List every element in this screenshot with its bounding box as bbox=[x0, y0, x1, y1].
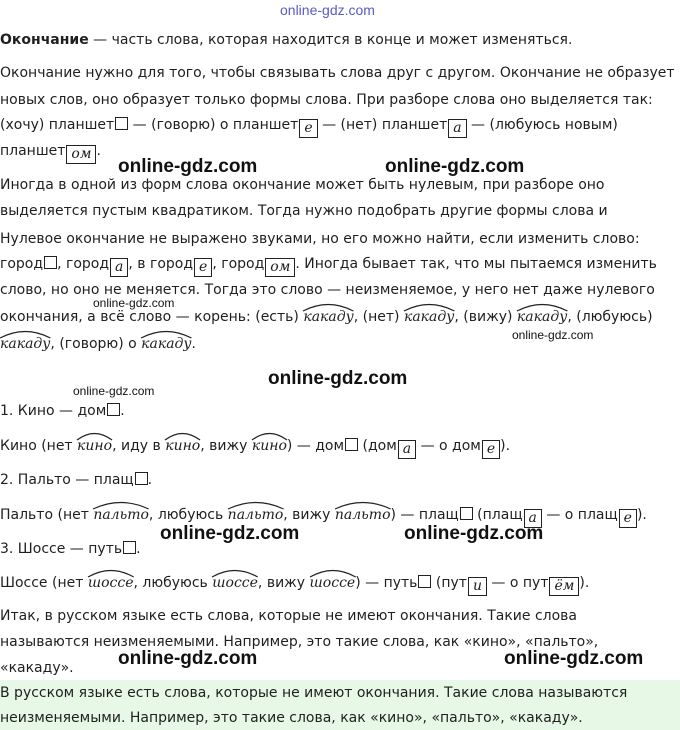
root-arc-icon bbox=[165, 432, 200, 440]
p2-line6: окончания, а всё слово — корень: (есть) какаду, (нет) какаду, (вижу) какаду, (любуюсь) bbox=[0, 307, 653, 327]
root-arc-icon bbox=[212, 569, 258, 577]
ending-box: е bbox=[619, 509, 637, 528]
example2-title: 2. Пальто — плащ . bbox=[0, 472, 153, 488]
p2-line2: выделяется пустым квадратиком. Тогда нужно подобрать другие формы слова и bbox=[0, 203, 608, 219]
root-word: пальто bbox=[335, 505, 391, 525]
summary-line1: Итак, в русском языке есть слова, которые не имеют окончания. Такие слова bbox=[0, 608, 577, 624]
watermark: online-gdz.com bbox=[504, 648, 644, 669]
watermark: online-gdz.com bbox=[385, 156, 525, 177]
example3-title: 3. Шоссе — путь . bbox=[0, 541, 141, 557]
root-arc-icon bbox=[77, 432, 112, 440]
ending-box: а bbox=[524, 509, 542, 528]
null-ending-box bbox=[44, 256, 57, 269]
ending-box: а bbox=[110, 258, 128, 277]
root-word: шоссе bbox=[310, 573, 356, 593]
root-word: какаду bbox=[141, 334, 191, 354]
summary-line3: «какаду». bbox=[0, 660, 74, 676]
watermark: online-gdz.com bbox=[118, 156, 258, 177]
watermark: online-gdz.com bbox=[160, 523, 300, 544]
root-arc-icon bbox=[141, 330, 191, 338]
root-word: шоссе bbox=[212, 573, 258, 593]
highlight-line1: В русском языке есть слова, которые не имеют окончания. Такие слова называются bbox=[0, 685, 628, 701]
root-word: шоссе bbox=[88, 573, 134, 593]
null-ending-box bbox=[345, 438, 358, 451]
root-arc-icon bbox=[517, 303, 567, 311]
ending-box: е bbox=[299, 119, 317, 138]
ending-box: ём bbox=[549, 577, 579, 596]
root-arc-icon bbox=[93, 501, 149, 509]
watermark: online-gdz.com bbox=[512, 328, 594, 342]
p2-line4: город , город а , в город е , город ом . Иногда бывает так, что мы пытаемся изменить bbox=[0, 256, 657, 275]
ending-box: а bbox=[398, 440, 416, 459]
null-ending-box bbox=[115, 117, 128, 130]
watermark: online-gdz.com bbox=[93, 296, 175, 310]
root-word: кино bbox=[165, 436, 200, 456]
summary-line2: называются неизменяемыми. Например, это такие слова, как «кино», «пальто», bbox=[0, 634, 599, 650]
p2-line1: Иногда в одной из форм слова окончание может быть нулевым, при разборе оно bbox=[0, 177, 605, 193]
p2-line5: слово, но оно не меняется. Тогда это слово — неизменяемое, у него нет даже нулевого bbox=[0, 282, 655, 298]
definition bbox=[0, 30, 572, 50]
root-word: какаду bbox=[0, 334, 50, 354]
definition-text: — часть слова, которая находится в конце и может изменяться. bbox=[88, 32, 573, 48]
example1-title: 1. Кино — дом . bbox=[0, 403, 125, 419]
watermark-top: online-gdz.com bbox=[280, 2, 375, 18]
ending-box: ом bbox=[265, 258, 295, 277]
ending-box: и bbox=[468, 577, 487, 596]
p2-line7: какаду, (говорю) о какаду. bbox=[0, 334, 196, 354]
root-word: пальто bbox=[93, 505, 149, 525]
root-arc-icon bbox=[252, 432, 287, 440]
root-arc-icon bbox=[303, 303, 353, 311]
root-word: какаду bbox=[517, 307, 567, 327]
null-ending-box bbox=[418, 575, 431, 588]
ending-box: е bbox=[482, 440, 500, 459]
p1-line3: (хочу) планшет — (говорю) о планшет е — (нет) планшет а — (любуюсь новым) bbox=[0, 117, 618, 136]
p1-line4: планшет ом . bbox=[0, 143, 101, 162]
root-arc-icon bbox=[228, 501, 284, 509]
example3-line: Шоссе (нет шоссе, любуюсь шоссе, вижу шоссе) — путь (пут и — о пут ём ). bbox=[0, 573, 589, 593]
ending-box: а bbox=[448, 119, 466, 138]
p1-line1: Окончание нужно для того, чтобы связывать слова друг с другом. Окончание не образует bbox=[0, 65, 675, 81]
watermark: online-gdz.com bbox=[118, 648, 258, 669]
root-arc-icon bbox=[310, 569, 356, 577]
root-word: какаду bbox=[303, 307, 353, 327]
root-arc-icon bbox=[404, 303, 454, 311]
root-arc-icon bbox=[0, 330, 50, 338]
root-word: кино bbox=[252, 436, 287, 456]
example2-line: Пальто (нет пальто, любуюсь пальто, вижу пальто) — плащ (плащ а — о плащ е ). bbox=[0, 505, 647, 525]
watermark: online-gdz.com bbox=[268, 368, 408, 389]
p2-line3: Нулевое окончание не выражено звуками, но его можно найти, если изменить слово: bbox=[0, 231, 640, 247]
watermark: online-gdz.com bbox=[73, 384, 155, 398]
null-ending-box bbox=[123, 541, 136, 554]
null-ending-box bbox=[460, 507, 473, 520]
root-arc-icon bbox=[88, 569, 134, 577]
example1-line: Кино (нет кино, иду в кино, вижу кино) — дом (дом а — о дом е ). bbox=[0, 436, 510, 456]
watermark: online-gdz.com bbox=[404, 523, 544, 544]
root-word: кино bbox=[77, 436, 112, 456]
highlight-line2: неизменяемыми. Например, это такие слова, как «кино», «пальто», «какаду». bbox=[0, 710, 583, 726]
null-ending-box bbox=[135, 472, 148, 485]
null-ending-box bbox=[107, 403, 120, 416]
ending-box: е bbox=[194, 258, 212, 277]
root-word: какаду bbox=[404, 307, 454, 327]
root-arc-icon bbox=[335, 501, 391, 509]
p1-line2: новых слов, оно образует только формы слова. При разборе слова оно выделяется так: bbox=[0, 92, 653, 108]
definition-term: Окончание bbox=[0, 32, 89, 48]
ending-box: ом bbox=[66, 145, 96, 164]
root-word: пальто bbox=[228, 505, 284, 525]
